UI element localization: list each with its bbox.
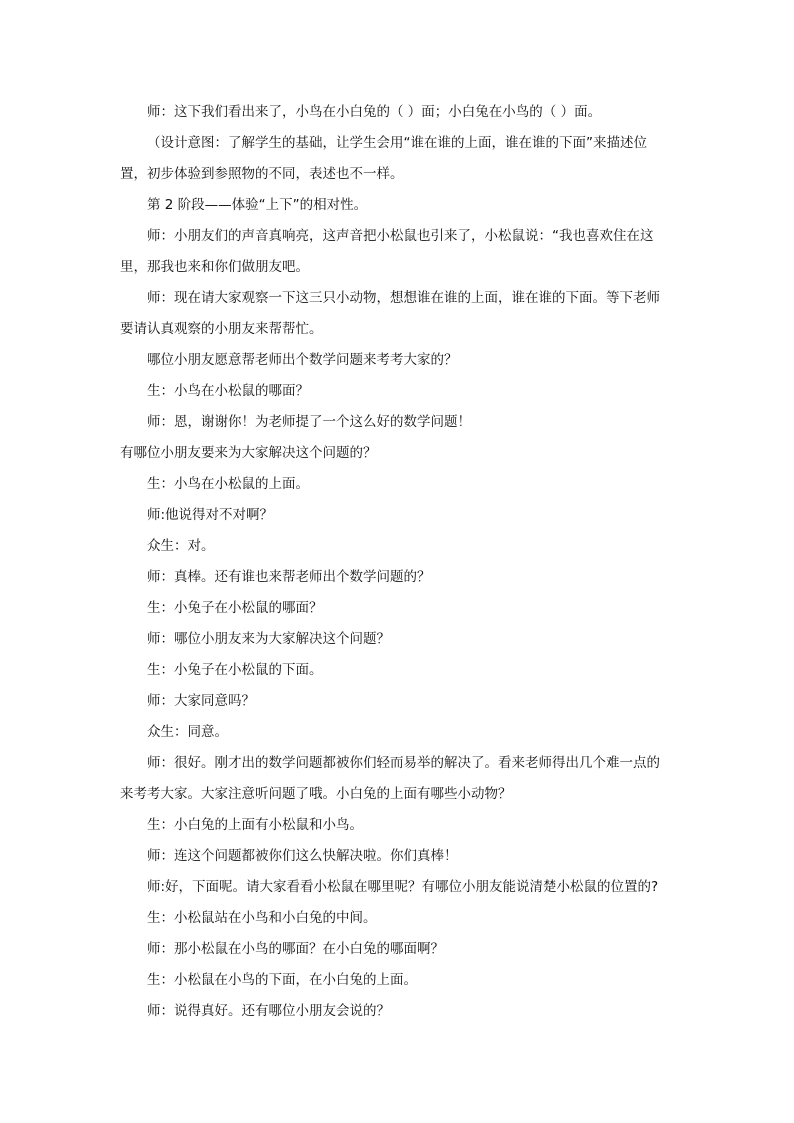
paragraph-line: 生：小兔子在小松鼠的下面。 [147, 662, 323, 678]
paragraph-line: 师：小朋友们的声音真响亮，这声音把小松鼠也引来了，小松鼠说：“我也喜欢住在这 [147, 228, 654, 244]
paragraph-line: 置，初步体验到参照物的不同，表述也不一样。 [120, 166, 404, 182]
paragraph-line: 生：小兔子在小松鼠的哪面？ [147, 600, 323, 616]
paragraph-line: 众生：对。 [147, 538, 215, 554]
paragraph-line: 生：小鸟在小松鼠的上面。 [147, 476, 309, 492]
paragraph-line: 师：恩，谢谢你！为老师提了一个这么好的数学问题！ [147, 414, 471, 430]
paragraph-line: （设计意图：了解学生的基础，让学生会用“谁在谁的上面，谁在谁的下面”来描述位 [147, 135, 647, 151]
paragraph-line: 师：现在请大家观察一下这三只小动物，想想谁在谁的上面，谁在谁的下面。等下老师 [147, 290, 660, 306]
paragraph-line: 师：这下我们看出来了，小鸟在小白兔的（ ）面；小白兔在小鸟的（ ）面。 [147, 104, 602, 120]
paragraph-line: 师:他说得对不对啊？ [147, 507, 274, 523]
paragraph-line: 师：连这个问题都被你们这么快解决啦。你们真棒！ [147, 848, 458, 864]
paragraph-line: 有哪位小朋友要来为大家解决这个问题的？ [120, 445, 377, 461]
paragraph-line: 众生：同意。 [147, 724, 228, 740]
paragraph-line: 师：很好。刚才出的数学问题都被你们轻而易举的解决了。看来老师得出几个难一点的 [147, 755, 660, 771]
paragraph-line: 来考考大家。大家注意听问题了哦。小白兔的上面有哪些小动物？ [120, 786, 512, 802]
paragraph-line: 师：说得真好。还有哪位小朋友会说的？ [147, 1003, 390, 1019]
section-heading: 第 2 阶段——体验“上下”的相对性。 [147, 197, 368, 213]
paragraph-line: 师:好，下面呢。请大家看看小松鼠在哪里呢？有哪位小朋友能说清楚小松鼠的位置的? [147, 879, 659, 895]
paragraph-line: 师：哪位小朋友来为大家解决这个问题？ [147, 631, 390, 647]
paragraph-line: 师：大家同意吗？ [147, 693, 255, 709]
paragraph-line: 里，那我也来和你们做朋友吧。 [120, 259, 309, 275]
paragraph-line: 生：小鸟在小松鼠的哪面？ [147, 383, 309, 399]
paragraph-line: 生：小松鼠在小鸟的下面，在小白兔的上面。 [147, 972, 417, 988]
paragraph-line: 生：小松鼠站在小鸟和小白兔的中间。 [147, 910, 377, 926]
paragraph-line: 师：那小松鼠在小鸟的哪面？在小白兔的哪面啊？ [147, 941, 444, 957]
paragraph-line: 生：小白兔的上面有小松鼠和小鸟。 [147, 817, 363, 833]
paragraph-line: 师：真棒。还有谁也来帮老师出个数学问题的？ [147, 569, 431, 585]
paragraph-line: 哪位小朋友愿意帮老师出个数学问题来考考大家的？ [147, 352, 458, 368]
paragraph-line: 要请认真观察的小朋友来帮帮忙。 [120, 321, 323, 337]
